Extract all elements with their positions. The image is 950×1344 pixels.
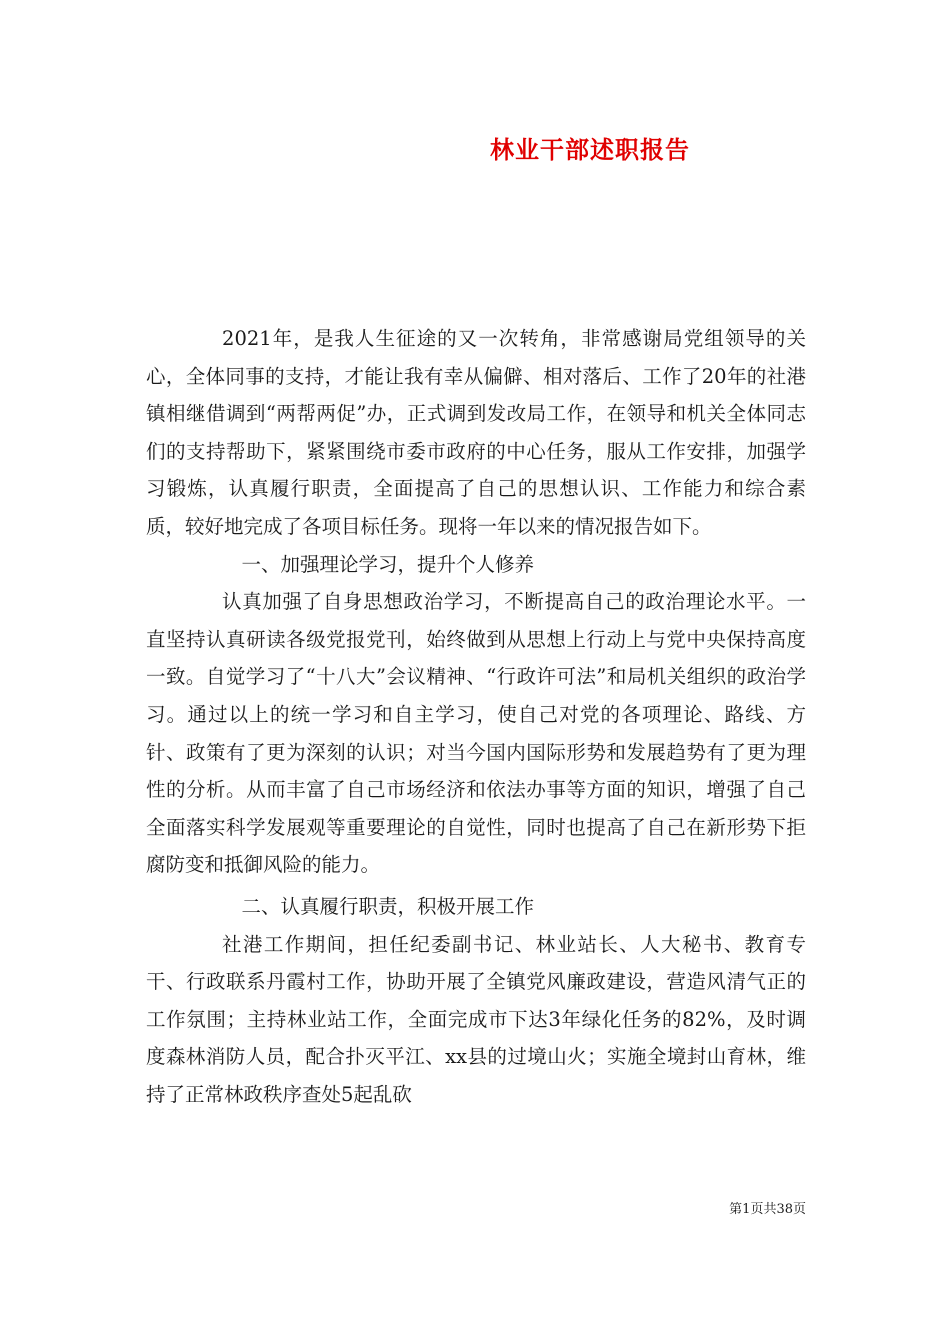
document-body (146, 320, 806, 1113)
paragraph-section-1: 认真加强了自身思想政治学习，不断提高自己的政治理论水平。一直坚持认真研读各级党报党刊，始终做到从思想上行动上与党中央保持高度一致。自觉学习了“十八大”会议精神、“行政许可法”和局机关组织的政治学习。通过以上的统一学习和自主学习，使自己对党的各项理论、路线、方针、政策有了更为深刻的认识；对当今国内国际形势和发展趋势有了更为理性的分析。从而丰富了自己市场经济和依法办事等方面的知识，增强了自己全面落实科学发展观等重要理论的自觉性，同时也提高了自己在新形势下拒腐防变和抵御风险的能力。 (146, 590, 806, 877)
section-heading-1: 一、加强理论学习，提升个人修养 (241, 552, 535, 576)
section-heading-2: 二、认真履行职责，积极开展工作 (241, 894, 535, 918)
document-title: 林业干部述职报告 (490, 135, 690, 164)
paragraph-intro: 2021年，是我人生征途的又一次转角，非常感谢局党组领导的关心，全体同事的支持，才能让我有幸从偏僻、相对落后、工作了20年的社港镇相继借调到“两帮两促”办，正式调到发改局工作，在领导和机关全体同志们的支持帮助下，紧紧围绕市委市政府的中心任务，服从工作安排，加强学习锻炼，认真履行职责，全面提高了自己的思想认识、工作能力和综合素质，较好地完成了各项目标任务。现将一年以来的情况报告如下。 (146, 327, 806, 538)
page-number: 第1页共38页 (729, 1202, 806, 1217)
paragraph-section-2: 社港工作期间，担任纪委副书记、林业站长、人大秘书、教育专干、行政联系丹霞村工作，协助开展了全镇党风廉政建设，营造风清气正的工作氛围；主持林业站工作，全面完成市下达3年绿化任务的82%，及时调度森林消防人员，配合扑灭平江、xx县的过境山火；实施全境封山育林，维持了正常林政秩序查处5起乱砍 (146, 932, 806, 1106)
